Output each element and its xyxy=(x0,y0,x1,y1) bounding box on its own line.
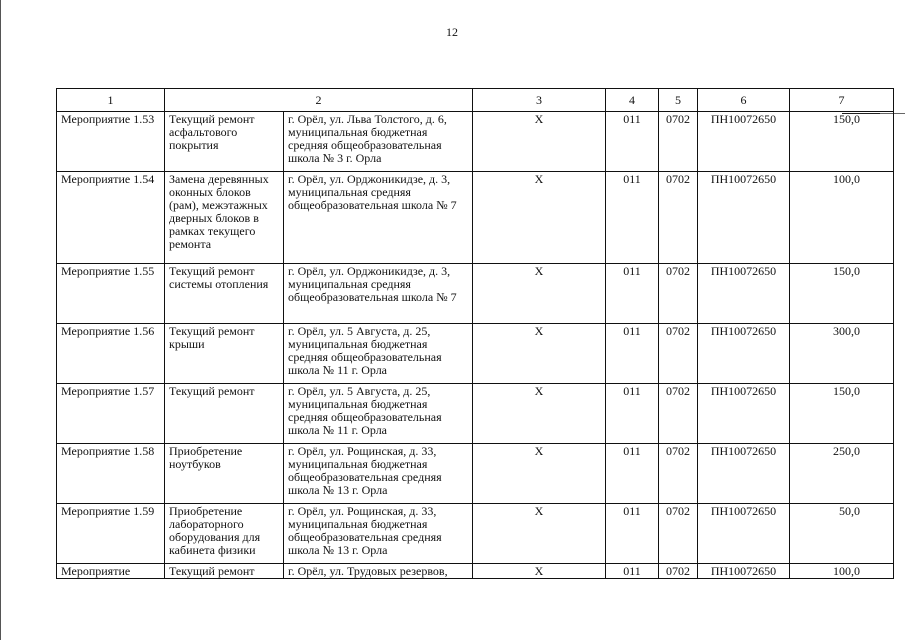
table-row xyxy=(57,172,894,264)
amount-cell: 50,0 xyxy=(790,504,894,564)
header-cell: 1 xyxy=(57,89,165,112)
col5-cell: 0702 xyxy=(659,384,698,444)
col3-cell: Х xyxy=(473,324,606,384)
header-cell: 2 xyxy=(165,89,473,112)
amount-cell: 100,0 xyxy=(790,564,894,579)
event-cell: Мероприятие 1.55 xyxy=(57,264,165,324)
address-cell: г. Орёл, ул. Орджоникидзе, д. 3, муниципальная средняя общеобразовательная школа № 7 xyxy=(284,172,473,264)
col3-cell: Х xyxy=(473,112,606,172)
address-cell: г. Орёл, ул. Льва Толстого, д. 6, муниципальная бюджетная средняя общеобразовательная школа № 3 г. Орла xyxy=(284,112,473,172)
event-cell: Мероприятие 1.58 xyxy=(57,444,165,504)
amount-cell: 300,0 xyxy=(790,324,894,384)
col3-cell: Х xyxy=(473,172,606,264)
table-row xyxy=(57,444,894,504)
scan-edge-line xyxy=(0,0,1,640)
table-row xyxy=(57,504,894,564)
budget-table xyxy=(56,88,894,579)
col6-cell: ПН10072650 xyxy=(698,324,790,384)
col5-cell: 0702 xyxy=(659,444,698,504)
work-cell: Приобретение ноутбуков xyxy=(165,444,284,504)
header-cell: 3 xyxy=(473,89,606,112)
header-row xyxy=(57,89,894,112)
col6-cell: ПН10072650 xyxy=(698,384,790,444)
col6-cell: ПН10072650 xyxy=(698,112,790,172)
address-cell: г. Орёл, ул. Рощинская, д. 33, муниципальная бюджетная общеобразовательная средняя школа № 13 г. Орла xyxy=(284,504,473,564)
col5-cell: 0702 xyxy=(659,324,698,384)
work-cell: Текущий ремонт xyxy=(165,564,284,579)
col6-cell: ПН10072650 xyxy=(698,172,790,264)
col4-cell: 011 xyxy=(606,172,659,264)
work-cell: Текущий ремонт асфальтового покрытия xyxy=(165,112,284,172)
address-cell: г. Орёл, ул. Орджоникидзе, д. 3, муниципальная средняя общеобразовательная школа № 7 xyxy=(284,264,473,324)
header-cell: 4 xyxy=(606,89,659,112)
col4-cell: 011 xyxy=(606,264,659,324)
amount-cell: 150,0 xyxy=(790,384,894,444)
address-cell: г. Орёл, ул. 5 Августа, д. 25, муниципальная бюджетная средняя общеобразовательная школа № 11 г. Орла xyxy=(284,384,473,444)
col4-cell: 011 xyxy=(606,564,659,579)
col4-cell: 011 xyxy=(606,324,659,384)
table-row xyxy=(57,384,894,444)
table-row xyxy=(57,564,894,579)
col6-cell: ПН10072650 xyxy=(698,564,790,579)
header-cell: 7 xyxy=(790,89,894,112)
col4-cell: 011 xyxy=(606,384,659,444)
col5-cell: 0702 xyxy=(659,172,698,264)
table-row xyxy=(57,264,894,324)
amount-cell: 150,0 xyxy=(790,112,894,172)
address-cell: г. Орёл, ул. Трудовых резервов, xyxy=(284,564,473,579)
col6-cell: ПН10072650 xyxy=(698,504,790,564)
col3-cell: Х xyxy=(473,444,606,504)
col5-cell: 0702 xyxy=(659,112,698,172)
table-row xyxy=(57,324,894,384)
col3-cell: Х xyxy=(473,264,606,324)
col6-cell: ПН10072650 xyxy=(698,444,790,504)
col4-cell: 011 xyxy=(606,504,659,564)
col6-cell: ПН10072650 xyxy=(698,264,790,324)
table-row xyxy=(57,112,894,172)
work-cell: Текущий ремонт xyxy=(165,384,284,444)
header-cell: 6 xyxy=(698,89,790,112)
amount-cell: 150,0 xyxy=(790,264,894,324)
event-cell: Мероприятие 1.57 xyxy=(57,384,165,444)
col3-cell: Х xyxy=(473,384,606,444)
address-cell: г. Орёл, ул. 5 Августа, д. 25, муниципальная бюджетная средняя общеобразовательная школа № 11 г. Орла xyxy=(284,324,473,384)
event-cell: Мероприятие xyxy=(57,564,165,579)
col3-cell: Х xyxy=(473,564,606,579)
event-cell: Мероприятие 1.59 xyxy=(57,504,165,564)
header-cell: 5 xyxy=(659,89,698,112)
page-number: 12 xyxy=(446,25,458,39)
work-cell: Замена деревянных оконных блоков (рам), межэтажных дверных блоков в рамках текущего ремонта xyxy=(165,172,284,264)
address-cell: г. Орёл, ул. Рощинская, д. 33, муниципальная бюджетная общеобразовательная средняя школа № 13 г. Орла xyxy=(284,444,473,504)
col5-cell: 0702 xyxy=(659,504,698,564)
work-cell: Текущий ремонт крыши xyxy=(165,324,284,384)
event-cell: Мероприятие 1.54 xyxy=(57,172,165,264)
event-cell: Мероприятие 1.56 xyxy=(57,324,165,384)
col4-cell: 011 xyxy=(606,444,659,504)
amount-cell: 100,0 xyxy=(790,172,894,264)
col5-cell: 0702 xyxy=(659,264,698,324)
col3-cell: Х xyxy=(473,504,606,564)
work-cell: Приобретение лабораторного оборудования для кабинета физики xyxy=(165,504,284,564)
col5-cell: 0702 xyxy=(659,564,698,579)
amount-cell: 250,0 xyxy=(790,444,894,504)
event-cell: Мероприятие 1.53 xyxy=(57,112,165,172)
work-cell: Текущий ремонт системы отопления xyxy=(165,264,284,324)
col4-cell: 011 xyxy=(606,112,659,172)
